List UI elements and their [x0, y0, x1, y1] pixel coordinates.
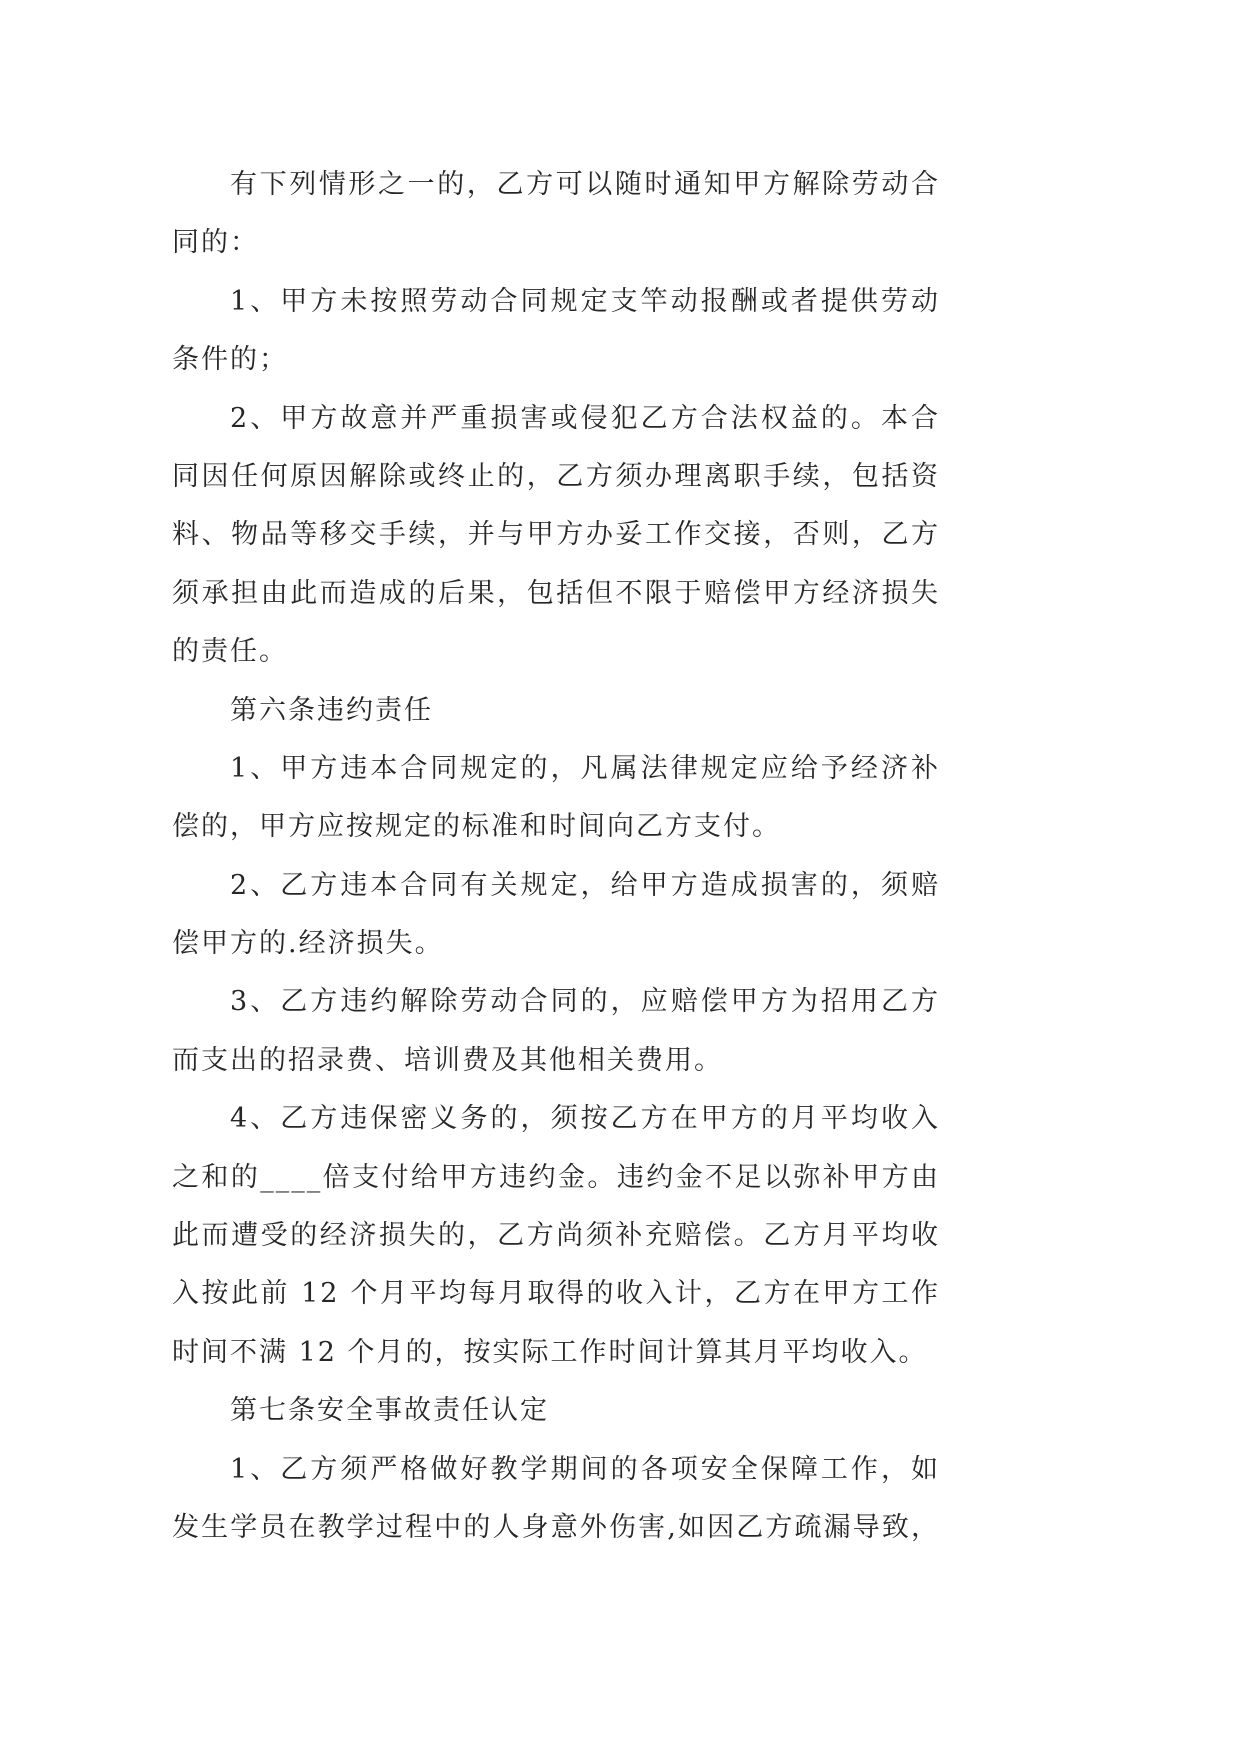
document-page [172, 156, 940, 1557]
text-line: 入按此前 12 个月平均每月取得的收入计，乙方在甲方工作 [172, 1278, 940, 1310]
text-line: 2、甲方故意并严重损害或侵犯乙方合法权益的。本合 [230, 402, 940, 434]
text-line: 须承担由此而造成的后果，包括但不限于赔偿甲方经济损失 [172, 577, 940, 609]
text-line: 1、甲方违本合同规定的，凡属法律规定应给予经济补 [230, 752, 940, 784]
text-line: 同因任何原因解除或终止的，乙方须办理离职手续，包括资 [172, 460, 940, 492]
text-line: 之和的____倍支付给甲方违约金。违约金不足以弥补甲方由 [172, 1161, 940, 1193]
text-line: 而支出的招录费、培训费及其他相关费用。 [172, 1044, 723, 1076]
text-line: 发生学员在教学过程中的人身意外伤害,如因乙方疏漏导致， [172, 1511, 940, 1543]
section-heading [172, 1382, 940, 1440]
text-line: 有下列情形之一的，乙方可以随时通知甲方解除劳动合 [230, 169, 940, 200]
paragraph [172, 857, 940, 974]
paragraph [172, 390, 940, 682]
text-line: 1、乙方须严格做好教学期间的各项安全保障工作，如 [230, 1453, 940, 1485]
text-line: 的责任。 [172, 636, 288, 668]
text-line: 条件的； [172, 344, 288, 376]
section-heading-text: 第六条违约责任 [230, 694, 433, 726]
text-line: 同的： [172, 227, 259, 259]
text-line: 料、物品等移交手续，并与甲方办妥工作交接，否则，乙方 [172, 519, 940, 551]
text-line: 3、乙方违约解除劳动合同的，应赔偿甲方为招用乙方 [230, 986, 940, 1018]
paragraph [172, 973, 940, 1090]
paragraph [172, 273, 940, 390]
paragraph [172, 740, 940, 857]
text-line: 偿的，甲方应按规定的标准和时间向乙方支付。 [172, 811, 781, 843]
paragraph [172, 156, 940, 273]
text-line: 偿甲方的.经济损失。 [172, 928, 444, 960]
paragraph [172, 1090, 940, 1382]
text-line: 时间不满 12 个月的，按实际工作时间计算其月平均收入。 [172, 1336, 928, 1368]
text-line: 4、乙方违保密义务的，须按乙方在甲方的月平均收入 [230, 1103, 940, 1135]
paragraph [172, 1441, 940, 1558]
text-line: 此而遭受的经济损失的，乙方尚须补充赔偿。乙方月平均收 [172, 1220, 940, 1252]
section-heading [172, 682, 940, 740]
text-line: 2、乙方违本合同有关规定，给甲方造成损害的，须赔 [230, 869, 940, 901]
text-line: 1、甲方未按照劳动合同规定支竿动报酬或者提供劳动 [230, 285, 940, 317]
section-heading-text: 第七条安全事故责任认定 [230, 1395, 549, 1427]
